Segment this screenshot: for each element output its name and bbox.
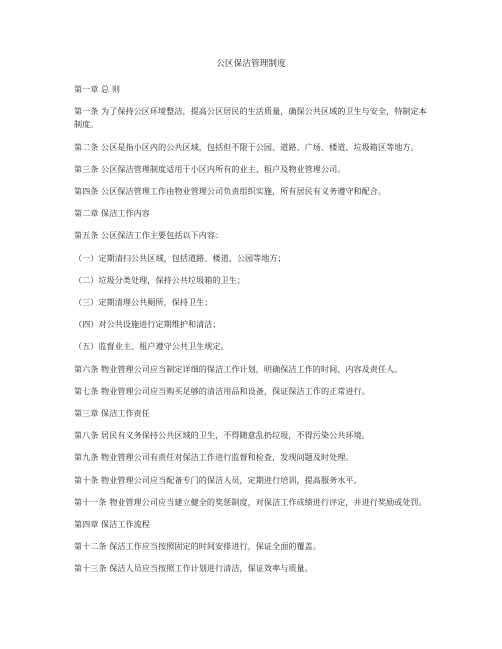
article-8: 第八条 居民有义务保持公共区域的卫生，不得随意乱扔垃圾，不得污染公共环境。	[74, 430, 370, 441]
article-7: 第七条 物业管理公司应当购买足够的清洁用品和设备，保证保洁工作的正常进行。	[74, 385, 370, 396]
article-11: 第十一条 物业管理公司应当建立健全的奖惩制度，对保洁工作成绩进行评定，并进行奖励或处罚。	[74, 496, 427, 507]
chapter-heading-2: 第二章 保洁工作内容	[74, 208, 150, 219]
page-title: 公区保洁管理制度	[216, 59, 286, 69]
article-4: 第四条 公区保洁管理工作由物业管理公司负责组织实施，所有居民有义务遵守和配合。	[74, 186, 387, 197]
article-9: 第九条 物业管理公司有责任对保洁工作进行监督和检查，发现问题及时处理。	[74, 452, 354, 463]
list-item-4: （四）对公共设施进行定期维护和清洁；	[74, 319, 221, 330]
article-1: 第一条 为了保持公区环境整洁，提高公区居民的生活质量，确保公共区域的卫生与安全，特制定本制度。	[74, 106, 427, 130]
chapter-heading-1: 第一章 总 则	[74, 84, 120, 94]
chapter-heading-4: 第四章 保洁工作流程	[74, 519, 150, 530]
list-item-5: （五）监督业主、租户遵守公共卫生规定。	[74, 341, 229, 352]
article-10: 第十条 物业管理公司应当配备专门的保洁人员，定期进行培训，提高服务水平。	[74, 474, 362, 485]
article-3: 第三条 公区保洁管理制度适用于小区内所有的业主、租户及物业管理公司。	[74, 163, 346, 174]
article-2: 第二条 公区是指小区内的公共区域，包括但不限于公园、道路、广场、楼道、垃圾箱区等地方。	[74, 141, 419, 152]
list-item-3: （三）定期清理公共厕所，保持卫生；	[74, 297, 213, 308]
list-item-1: （一）定期清扫公共区域，包括道路、楼道、公园等地方；	[74, 252, 286, 263]
document-body	[74, 83, 434, 585]
article-13: 第十三条 保洁人员应当按照工作计划进行清洁，保证效率与质量。	[74, 563, 313, 574]
list-item-2: （二）垃圾分类处理，保持公共垃圾箱的卫生；	[74, 274, 246, 285]
article-6: 第六条 物业管理公司应当制定详细的保洁工作计划，明确保洁工作的时间、内容及责任人。	[74, 363, 403, 374]
chapter-heading-3: 第三章 保洁工作责任	[74, 408, 150, 419]
article-5: 第五条 公区保洁工作主要包括以下内容：	[74, 230, 224, 241]
article-12: 第十二条 保洁工作应当按照固定的时间安排进行，保证全面的覆盖。	[74, 541, 321, 552]
